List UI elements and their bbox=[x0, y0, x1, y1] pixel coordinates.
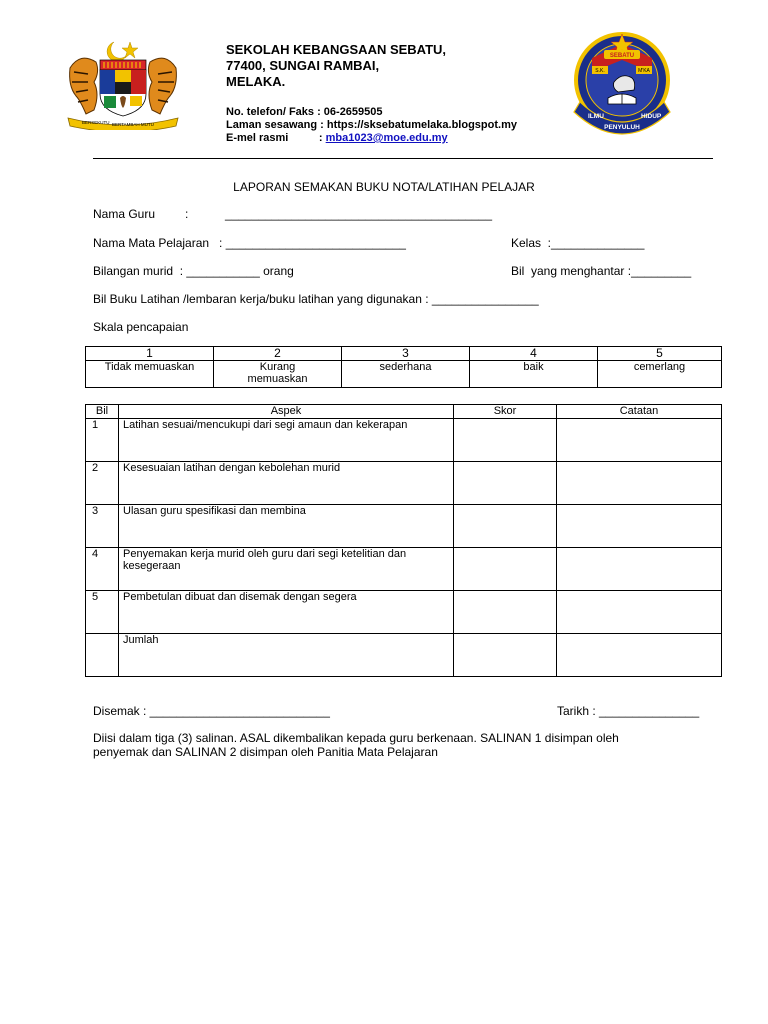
skor-cell[interactable] bbox=[454, 462, 557, 505]
scale-label: Tidak memuaskan bbox=[86, 361, 214, 388]
svg-text:S.K.: S.K. bbox=[595, 68, 605, 74]
row-bil: 4 bbox=[86, 548, 119, 591]
scale-label: cemerlang bbox=[598, 361, 722, 388]
aspect-table bbox=[85, 404, 722, 677]
scale-label-row bbox=[86, 361, 722, 388]
scale-number: 1 bbox=[86, 347, 214, 361]
row-bil: 3 bbox=[86, 505, 119, 548]
scale-table bbox=[85, 346, 722, 388]
skor-cell[interactable] bbox=[454, 419, 557, 462]
catatan-cell[interactable] bbox=[557, 462, 722, 505]
table-row bbox=[86, 591, 722, 634]
catatan-cell[interactable] bbox=[557, 591, 722, 634]
school-address-line2: MELAKA. bbox=[226, 74, 286, 89]
skor-cell[interactable] bbox=[454, 548, 557, 591]
svg-text:BERTAMBAH MUTU: BERTAMBAH MUTU bbox=[112, 122, 154, 127]
tarikh-field[interactable]: Tarikh : _______________ bbox=[557, 704, 700, 718]
scale-label: sederhana bbox=[342, 361, 470, 388]
column-header-bil: Bil bbox=[86, 405, 119, 419]
school-name: SEKOLAH KEBANGSAAN SEBATU, bbox=[226, 42, 447, 57]
skor-cell[interactable] bbox=[454, 591, 557, 634]
table-row bbox=[86, 505, 722, 548]
row-aspek: Latihan sesuai/mencukupi dari segi amaun dan kekerapan bbox=[119, 419, 454, 462]
scale-number-row bbox=[86, 347, 722, 361]
svg-text:HIDUP: HIDUP bbox=[641, 113, 662, 120]
kelas-field[interactable]: Kelas :______________ bbox=[511, 236, 645, 250]
table-row bbox=[86, 419, 722, 462]
bilangan-murid-field[interactable]: Bilangan murid : ___________ orang bbox=[93, 264, 294, 278]
total-row bbox=[86, 634, 722, 677]
row-aspek: Kesesuaian latihan dengan kebolehan murid bbox=[119, 462, 454, 505]
column-header-skor: Skor bbox=[454, 405, 557, 419]
scale-label: Kurang memuaskan bbox=[214, 361, 342, 388]
catatan-cell[interactable] bbox=[557, 505, 722, 548]
scale-label: baik bbox=[470, 361, 598, 388]
skor-cell[interactable] bbox=[454, 505, 557, 548]
scale-number: 4 bbox=[470, 347, 598, 361]
skala-label: Skala pencapaian bbox=[93, 320, 189, 334]
skor-total-cell[interactable] bbox=[454, 634, 557, 677]
column-header-aspek: Aspek bbox=[119, 405, 454, 419]
scale-number: 5 bbox=[598, 347, 722, 361]
school-address-line1: 77400, SUNGAI RAMBAI, bbox=[226, 58, 380, 73]
disemak-field[interactable]: Disemak : ___________________________ bbox=[93, 704, 330, 718]
phone-fax: No. telefon/ Faks : 06-2659505 bbox=[226, 106, 383, 118]
email-row bbox=[226, 132, 448, 144]
svg-text:M'KA: M'KA bbox=[638, 68, 650, 74]
coat-of-arms-logo bbox=[64, 38, 182, 130]
aspect-header-row bbox=[86, 405, 722, 419]
scale-number: 3 bbox=[342, 347, 470, 361]
row-aspek: Jumlah bbox=[119, 634, 454, 677]
catatan-total-cell[interactable] bbox=[557, 634, 722, 677]
svg-text:SEBATU: SEBATU bbox=[609, 53, 635, 59]
form-title: LAPORAN SEMAKAN BUKU NOTA/LATIHAN PELAJAR bbox=[233, 180, 535, 194]
website: Laman sesawang : https://sksebatumelaka.blogspot.my bbox=[226, 119, 517, 131]
catatan-cell[interactable] bbox=[557, 419, 722, 462]
header-divider bbox=[93, 158, 713, 159]
svg-text:PENYULUH: PENYULUH bbox=[604, 124, 640, 131]
table-row bbox=[86, 548, 722, 591]
instruction-note: Diisi dalam tiga (3) salinan. ASAL dikembalikan kepada guru berkenaan. SALINAN 1 disimpan oleh penyemak dan SALINAN 2 disimpan oleh Panitia Mata Pelajaran bbox=[93, 731, 619, 759]
school-badge-logo bbox=[566, 28, 678, 140]
bil-menghantar-field[interactable]: Bil yang menghantar :_________ bbox=[511, 264, 692, 278]
email-link[interactable]: mba1023@moe.edu.my bbox=[325, 132, 448, 144]
column-header-catatan: Catatan bbox=[557, 405, 722, 419]
bil-buku-field[interactable]: Bil Buku Latihan /lembaran kerja/buku latihan yang digunakan : ________________ bbox=[93, 292, 539, 306]
row-aspek: Penyemakan kerja murid oleh guru dari segi ketelitian dan kesegeraan bbox=[119, 548, 454, 591]
svg-text:ILMU: ILMU bbox=[588, 113, 604, 120]
mata-pelajaran-field[interactable]: Nama Mata Pelajaran : ___________________________ bbox=[93, 236, 406, 250]
catatan-cell[interactable] bbox=[557, 548, 722, 591]
row-bil bbox=[86, 634, 119, 677]
row-bil: 5 bbox=[86, 591, 119, 634]
nama-guru-field[interactable]: Nama Guru : ________________________________________ bbox=[93, 207, 492, 221]
row-bil: 1 bbox=[86, 419, 119, 462]
scale-number: 2 bbox=[214, 347, 342, 361]
table-row bbox=[86, 462, 722, 505]
row-bil: 2 bbox=[86, 462, 119, 505]
email-label: E-mel rasmi : bbox=[226, 132, 326, 144]
svg-text:BERSEKUTU: BERSEKUTU bbox=[82, 120, 110, 125]
row-aspek: Pembetulan dibuat dan disemak dengan segera bbox=[119, 591, 454, 634]
row-aspek: Ulasan guru spesifikasi dan membina bbox=[119, 505, 454, 548]
